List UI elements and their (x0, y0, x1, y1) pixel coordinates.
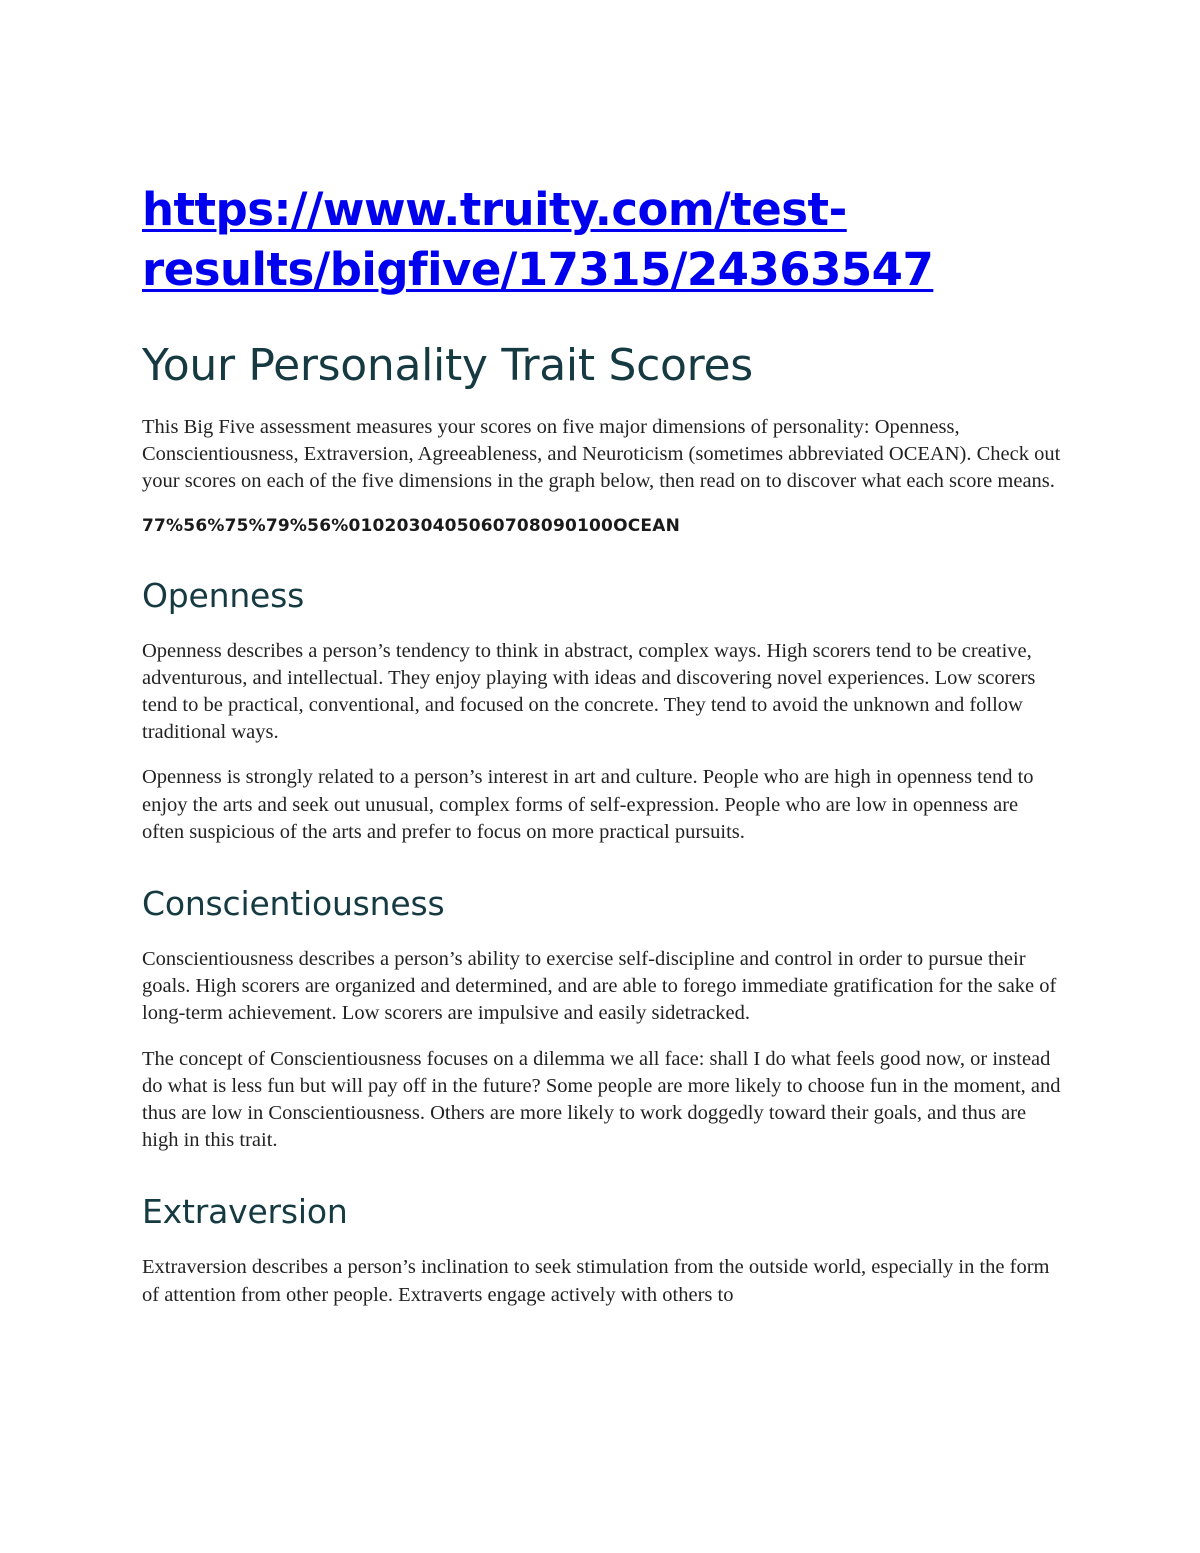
results-url-link[interactable] (142, 180, 1062, 300)
conscientiousness-paragraph-2: The concept of Conscientiousness focuses on a dilemma we all face: shall I do what feels good now, or instead do what is less fun but will pay off in the future? Some people are more likely to choose fun in the moment, and thus are low in Conscientiousness. Others are more likely to work doggedly toward their goals, and thus are high in this trait. (142, 1047, 1061, 1152)
results-url-line-1: https://www.truity.com/test- (142, 183, 847, 236)
extraversion-paragraph-1: Extraversion describes a person’s inclination to seek stimulation from the outside world, especially in the form of attention from other people. Extraverts engage actively with others to (142, 1256, 1050, 1306)
section-conscientiousness (142, 884, 1062, 1154)
intro-paragraph: This Big Five assessment measures your scores on five major dimensions of personality: Openness, Conscientiousness, Extraversion, Agreeableness, and Neuroticism (sometimes abbreviated OCEAN). Check out your scores on each of the five dimensions in the graph below, then read on to discover what each score means. (142, 416, 1061, 493)
section-heading-openness: Openness (142, 575, 305, 615)
conscientiousness-paragraph-1: Conscientiousness describes a person’s ability to exercise self-discipline and control in order to pursue their goals. High scorers are organized and determined, and are able to forego immediate gratification for the sake of long-term achievement. Low scorers are impulsive and easily sidetracked. (142, 948, 1057, 1025)
openness-paragraph-2: Openness is strongly related to a person’s interest in art and culture. People who are high in openness tend to enjoy the arts and seek out unusual, complex forms of self-expression. People who are low in openness are often suspicious of the arts and prefer to focus on more practical pursuits. (142, 766, 1034, 843)
section-openness (142, 576, 1062, 846)
document-page (142, 180, 1062, 1327)
chart-text-residue: 77%56%75%79%56%0102030405060708090100OCEAN (142, 515, 681, 536)
section-heading-extraversion: Extraversion (142, 1192, 348, 1232)
page-title: Your Personality Trait Scores (142, 340, 753, 391)
openness-paragraph-1: Openness describes a person’s tendency to think in abstract, complex ways. High scorers tend to be creative, adventurous, and intellectual. They enjoy playing with ideas and discovering novel experiences. Low scorers tend to be practical, conventional, and focused on the concrete. They tend to avoid the unknown and follow traditional ways. (142, 639, 1036, 744)
section-extraversion (142, 1192, 1062, 1308)
results-url-line-2: results/bigfive/17315/24363547 (142, 243, 934, 296)
section-heading-conscientiousness: Conscientiousness (142, 884, 445, 924)
